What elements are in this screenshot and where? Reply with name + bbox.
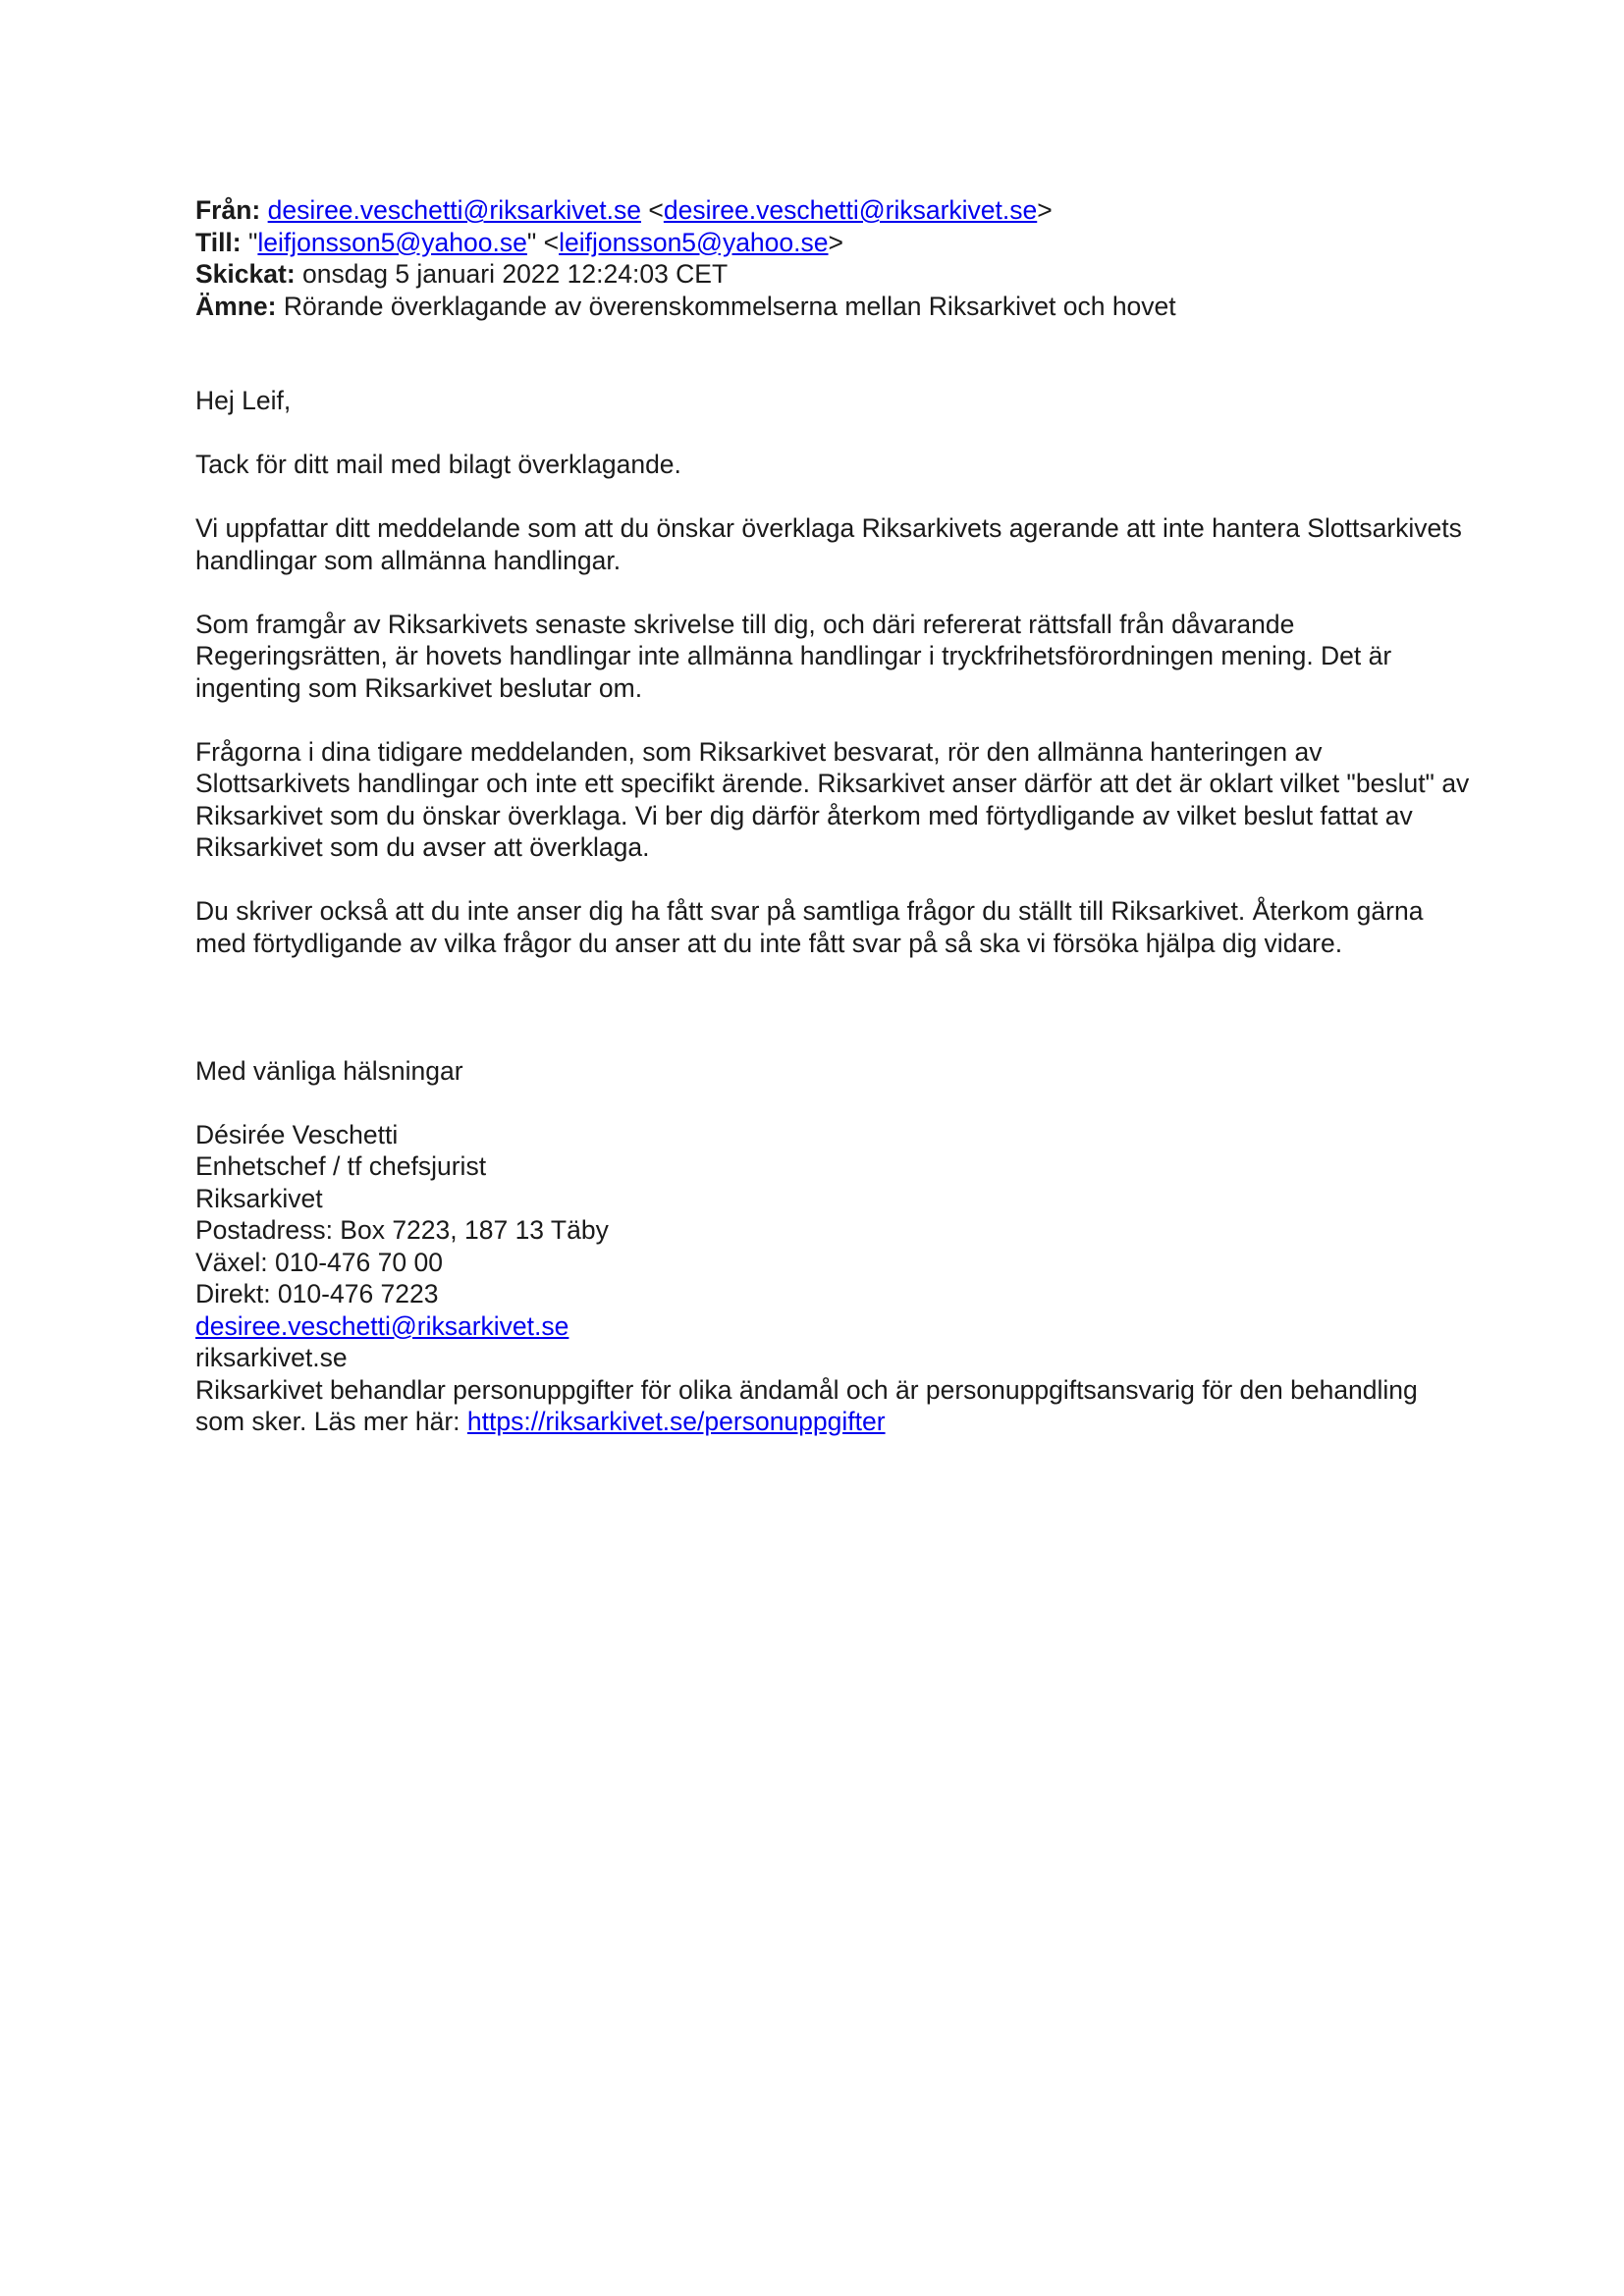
- to-line: [195, 227, 1472, 259]
- signature-postal: Postadress: Box 7223, 187 13 Täby: [195, 1215, 609, 1245]
- to-email-angle-link[interactable]: leifjonsson5@yahoo.se: [559, 227, 829, 257]
- from-open-bracket: <: [648, 195, 664, 225]
- subject-line: [195, 291, 1472, 323]
- privacy-text: Riksarkivet behandlar personuppgifter för olika ändamål och är personuppgiftsansvarig för den behandling som sker. Läs mer här:: [195, 1374, 1418, 1436]
- from-email-link[interactable]: desiree.veschetti@riksarkivet.se: [267, 195, 641, 225]
- from-line: [195, 194, 1472, 227]
- header-spacer: [195, 322, 1472, 385]
- privacy-notice: [195, 1374, 1472, 1438]
- body-paragraph: Som framgår av Riksarkivets senaste skrivelse till dig, och däri refererat rättsfall från dåvarande Regeringsrätten, är hovets handlingar inte allmänna handlingar i tryckfrihetsförordningen mening. Det är ingenting som Riksarkivet beslutar om.: [195, 609, 1392, 703]
- signature-email-link[interactable]: desiree.veschetti@riksarkivet.se: [195, 1310, 569, 1341]
- from-close-bracket: >: [1037, 195, 1053, 225]
- email-document: [195, 194, 1472, 1438]
- closing: Med vänliga hälsningar: [195, 1055, 463, 1086]
- signature-org: Riksarkivet: [195, 1183, 323, 1213]
- closing-spacer: [195, 991, 1472, 1055]
- sent-label: Skickat:: [195, 259, 296, 289]
- subject-value: Rörande överklagande av överenskommelserna mellan Riksarkivet och hovet: [283, 291, 1176, 321]
- signature-block: [195, 1119, 1472, 1438]
- to-label: Till:: [195, 227, 242, 257]
- signature-switchboard: Växel: 010-476 70 00: [195, 1247, 443, 1277]
- email-body: [195, 385, 1472, 959]
- email-header: [195, 194, 1472, 322]
- body-paragraph: Vi uppfattar ditt meddelande som att du önskar överklaga Riksarkivets agerande att inte hantera Slottsarkivets handlingar som allmänna handlingar.: [195, 513, 1462, 575]
- to-quote-open: ": [248, 227, 258, 257]
- body-paragraph: Frågorna i dina tidigare meddelanden, som Riksarkivet besvarat, rör den allmänna hanteringen av Slottsarkivets handlingar och inte ett specifikt ärende. Riksarkivet anser därför att det är oklart vilket "beslut" av Riksarkivet som du önskar överklaga. Vi ber dig därför återkom med förtydligande av vilket beslut fattat av Riksarkivet som du avser att överklaga.: [195, 736, 1470, 862]
- signature-name: Désirée Veschetti: [195, 1119, 399, 1149]
- to-email-link[interactable]: leifjonsson5@yahoo.se: [257, 227, 527, 257]
- signature-title: Enhetschef / tf chefsjurist: [195, 1151, 487, 1181]
- to-quote-mid: " <: [526, 227, 560, 257]
- signature-website: riksarkivet.se: [195, 1343, 348, 1372]
- sent-line: [195, 258, 1472, 291]
- body-paragraph: Du skriver också att du inte anser dig ha fått svar på samtliga frågor du ställt till Riksarkivet. Återkom gärna med förtydligande av vilka frågor du anser att du inte fått svar på så ska vi försöka hjälpa dig vidare.: [195, 896, 1424, 958]
- subject-label: Ämne:: [195, 291, 277, 321]
- body-paragraph: Tack för ditt mail med bilagt överklagande.: [195, 450, 681, 479]
- signature-direct: Direkt: 010-476 7223: [195, 1279, 439, 1308]
- from-label: Från:: [195, 195, 261, 225]
- sent-value: onsdag 5 januari 2022 12:24:03 CET: [302, 259, 729, 289]
- to-close-bracket: >: [828, 227, 843, 257]
- privacy-link[interactable]: https://riksarkivet.se/personuppgifter: [466, 1407, 886, 1436]
- from-email-angle-link[interactable]: desiree.veschetti@riksarkivet.se: [663, 195, 1038, 225]
- greeting: Hej Leif,: [195, 386, 292, 415]
